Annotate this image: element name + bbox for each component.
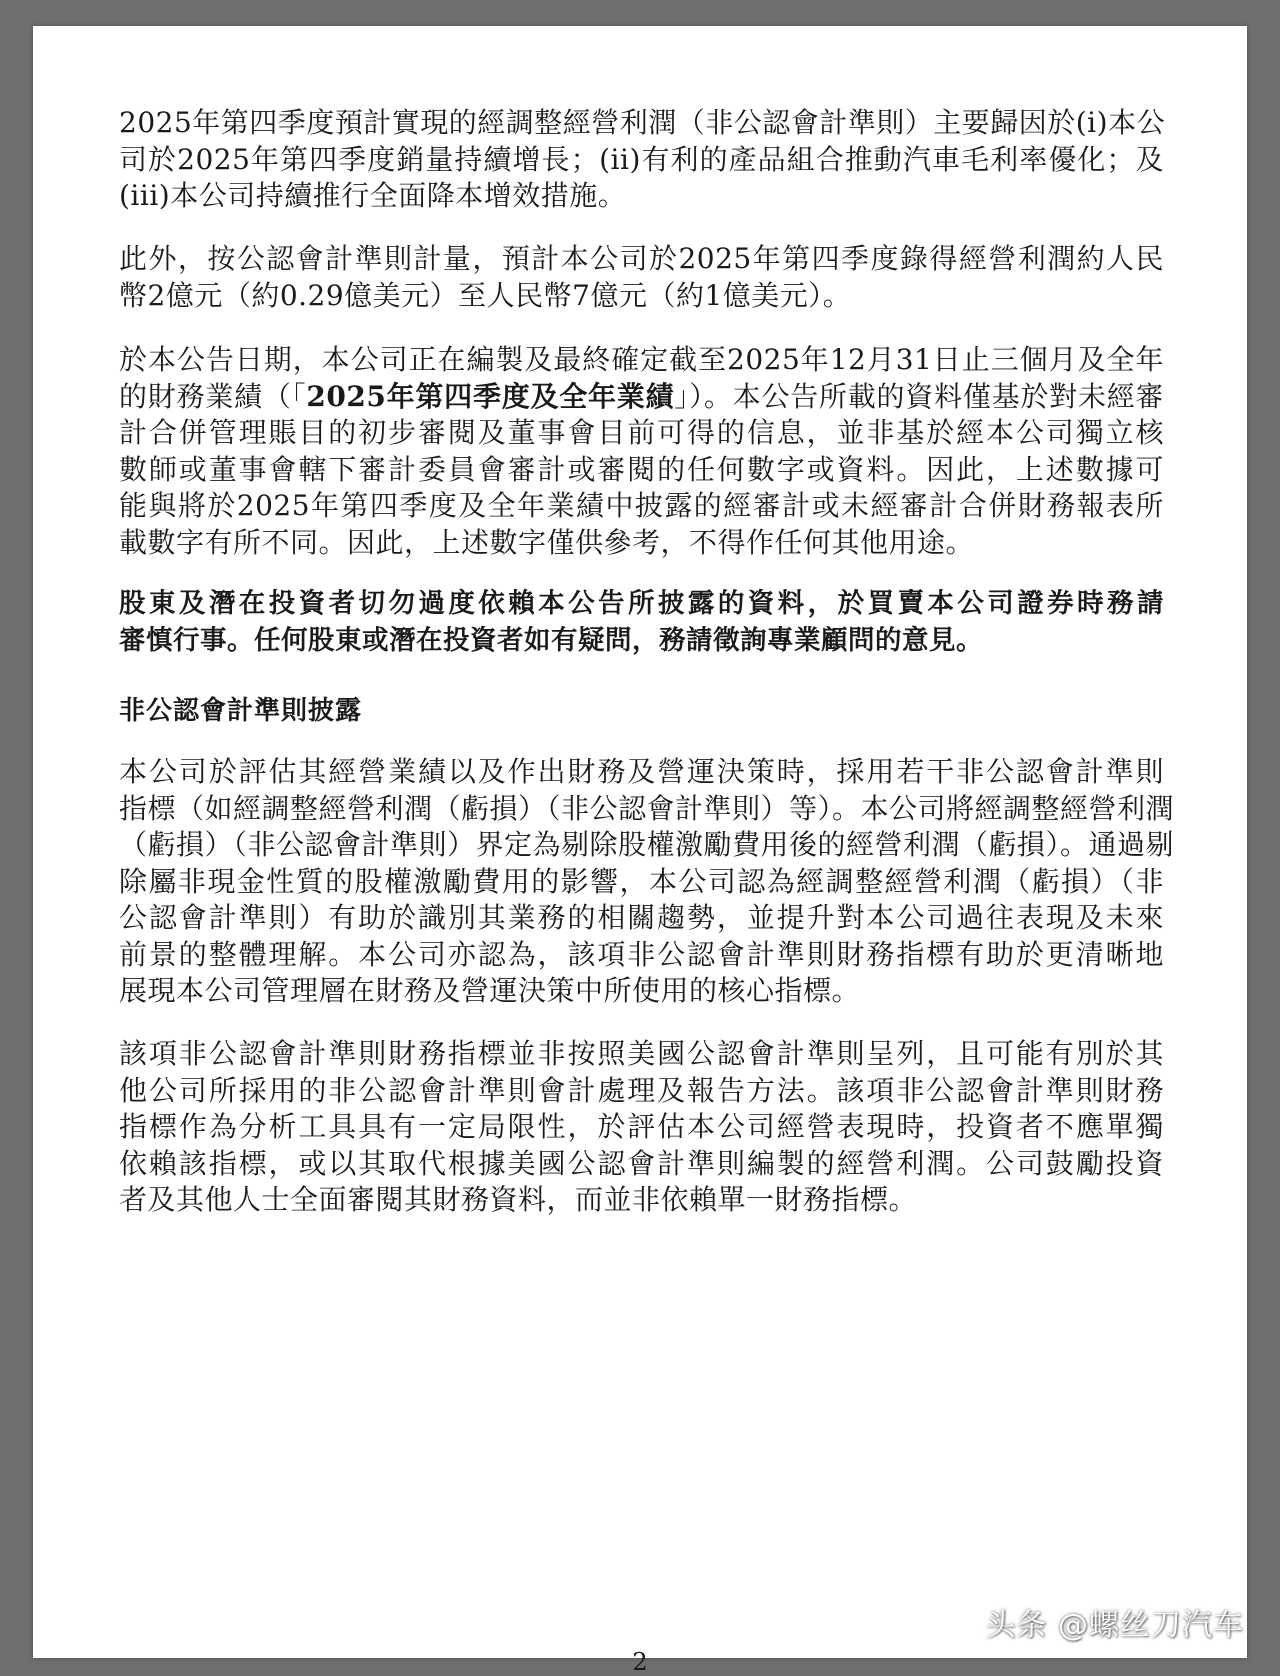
text-line: 2025年第四季度預計實現的經調整經營利潤（非公認會計準則）主要歸因於(i)本公 [119,106,1166,139]
text-line: 司於2025年第四季度銷量持續增長；(ii)有利的產品組合推動汽車毛利率優化；及 [119,142,1164,176]
text-fragment: 」）。本公告所載的資料僅基於對未經審 [674,379,1164,413]
text-line [119,379,1164,416]
text-line: 展現本公司管理層在財務及營運決策中所使用的核心指標。 [119,974,861,1007]
text-line: 指標作為分析工具具有一定局限性，於評估本公司經營表現時，投資者不應單獨 [119,1110,1164,1143]
text-line: 於本公告日期，本公司正在編製及最終確定截至2025年12月31日止三個月及全年 [119,343,1164,376]
text-line: 能與將於2025年第四季度及全年業績中披露的經審計或未經審計合併財務報表所 [119,489,1164,522]
text-line: 除屬非現金性質的股權激勵費用的影響，本公司認為經調整經營利潤（虧損）（非 [119,864,1164,898]
text-line: 前景的整體理解。本公司亦認為，該項非公認會計準則財務指標有助於更清晰地 [119,937,1164,971]
text-line: 依賴該指標，或以其取代根據美國公認會計準則編製的經營利潤。公司鼓勵投資 [119,1146,1164,1180]
paragraph-non-gaap-definition [119,754,1175,1010]
text-line: 指標（如經調整經營利潤（虧損）（非公認會計準則）等）。本公司將經調整經營利潤 [119,791,1175,825]
text-line: 者及其他人士全面審閱其財務資料，而並非依賴單一財務指標。 [119,1183,918,1216]
watermark: 头条 @螺丝刀汽车 [985,1608,1244,1643]
paragraph-non-gaap-limitations [119,1036,1164,1219]
text-line: 他公司所採用的非公認會計準則會計處理及報告方法。該項非公認會計準則財務 [119,1073,1164,1107]
text-line: 載數字有所不同。因此，上述數字僅供參考，不得作任何其他用途。 [119,525,975,559]
section-heading: 非公認會計準則披露 [119,696,363,726]
text-line: 股東及潛在投資者切勿過度依賴本公告所披露的資料，於買賣本公司證券時務請 [119,588,1164,619]
paragraph-q4-adjusted-profit [119,105,1164,215]
text-line: (iii)本公司持續推行全面降本增效措施。 [119,179,627,212]
text-line: （虧損）（非公認會計準則）界定為剔除股權激勵費用後的經營利潤（虧損）。通過剔 [119,828,1175,861]
paragraph-results-preparation [119,342,1164,561]
text-line: 公認會計準則）有助於識別其業務的相關趨勢，並提升對本公司過往表現及未來 [119,901,1164,934]
text-fragment: 的財務業績（「 [119,379,307,413]
text-line: 該項非公認會計準則財務指標並非按照美國公認會計準則呈列，且可能有別於其 [119,1037,1164,1070]
document-page [33,26,1247,1676]
text-line: 此外，按公認會計準則計量，預計本公司於2025年第四季度錄得經營利潤約人民 [119,242,1164,275]
paragraph-gaap-operating-profit [119,241,1164,314]
text-line: 本公司於評估其經營業績以及作出財務及營運決策時，採用若干非公認會計準則 [119,755,1164,788]
paragraph-investor-warning [119,586,1164,659]
text-line: 數師或董事會轄下審計委員會審計或審閱的任何數字或資料。因此，上述數據可 [119,452,1164,486]
text-line: 計合併管理賬目的初步審閱及董事會目前可得的信息，並非基於經本公司獨立核 [119,416,1164,449]
page-number: 2 [632,1648,648,1676]
text-line: 審慎行事。任何股東或潛在投資者如有疑問，務請徵詢專業顧問的意見。 [119,624,983,656]
text-line: 幣2億元（約0.29億美元）至人民幣7億元（約1億美元）。 [119,278,852,312]
defined-term-results: 2025年第四季度及全年業績 [306,379,675,413]
